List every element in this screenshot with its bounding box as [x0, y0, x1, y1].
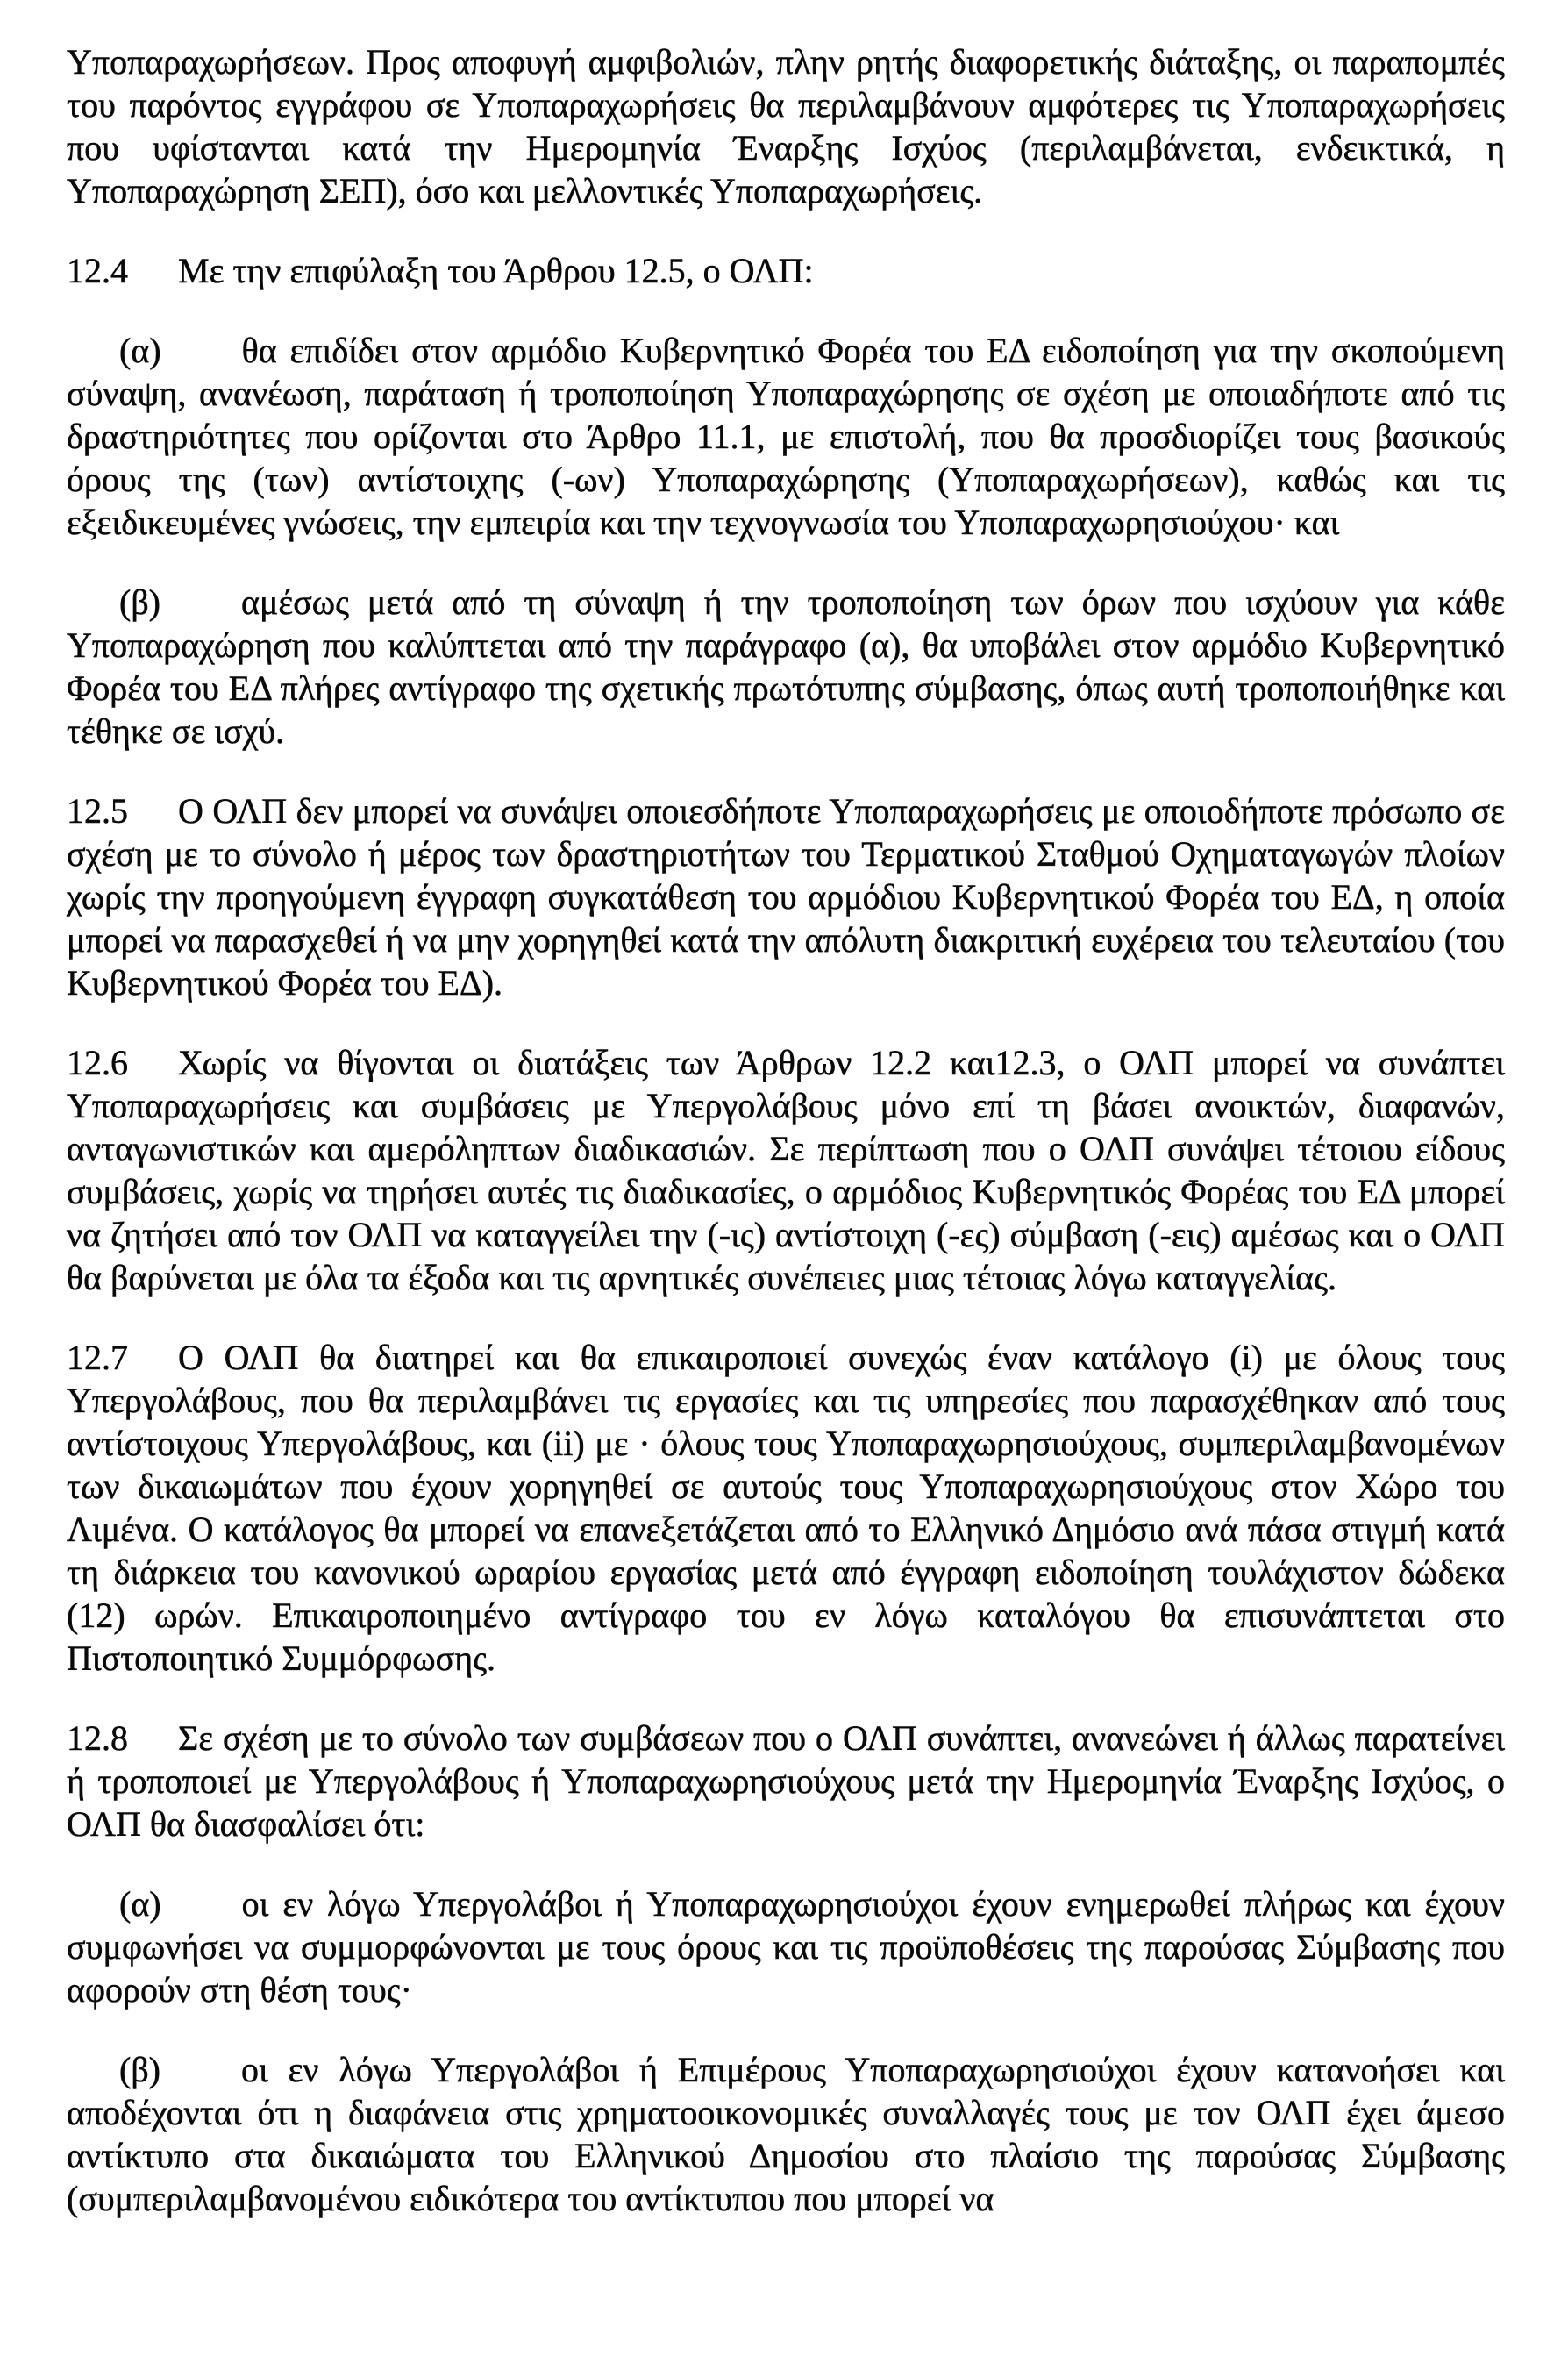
- list-label: (α): [119, 331, 161, 370]
- section-text: Ο ΟΛΠ δεν μπορεί να συνάψει οποιεσδήποτε Υποπαραχωρήσεις με οποιοδήποτε πρόσωπο σε σχέση με το σύνολο ή μέρος των δραστηριοτήτων του Τερματικού Σταθμού Οχηματαγωγών πλοίων χωρίς την προηγούμενη έγγραφη συγκατάθεση του αρμόδιου Κυβερνητικού Φορέα του ΕΔ, η οποία μπορεί να παρασχεθεί ή να μην χορηγηθεί κατά την απόλυτη διακριτική ευχέρεια του τελευταίου (του Κυβερνητικού Φορέα του ΕΔ).: [67, 791, 1505, 1003]
- section-text: Χωρίς να θίγονται οι διατάξεις των Άρθρων 12.2 και12.3, ο ΟΛΠ μπορεί να συνάπτει Υποπαραχωρήσεις και συμβάσεις με Υπεργολάβους μόνο επί τη βάσει ανοικτών, διαφανών, ανταγωνιστικών και αμερόληπτων διαδικασιών. Σε περίπτωση που ο ΟΛΠ συνάψει τέτοιου είδους συμβάσεις, χωρίς να τηρήσει αυτές τις διαδικασίες, ο αρμόδιος Κυβερνητικός Φορέας του ΕΔ μπορεί να ζητήσει από τον ΟΛΠ να καταγγείλει την (-ις) αντίστοιχη (-ες) σύμβαση (-εις) αμέσως και ο ΟΛΠ θα βαρύνεται με όλα τα έξοδα και τις αρνητικές συνέπειες μιας τέτοιας λόγω καταγγελίας.: [67, 1043, 1505, 1297]
- section-text: Με την επιφύλαξη του Άρθρου 12.5, ο ΟΛΠ:: [178, 251, 814, 290]
- section-number: 12.8: [67, 1718, 128, 1758]
- section-text: Ο ΟΛΠ θα διατηρεί και θα επικαιροποιεί συνεχώς έναν κατάλογο (i) με όλους τους Υπεργολάβους, που θα περιλαμβάνει τις εργασίες και τις υπηρεσίες που παρασχέθηκαν από τους αντίστοιχους Υπεργολάβους, και (ii) με · όλους τους Υποπαραχωρησιούχους, συμπεριλαμβανομένων των δικαιωμάτων που έχουν χορηγηθεί σε αυτούς τους Υποπαραχωρησιούχους στον Χώρο του Λιμένα. Ο κατάλογος θα μπορεί να επανεξετάζεται από το Ελληνικό Δημόσιο ανά πάσα στιγμή κατά τη διάρκεια του κανονικού ωραρίου εργασίας μετά από έγγραφη ειδοποίηση τουλάχιστον δώδεκα (12) ωρών. Επικαιροποιημένο αντίγραφο του εν λόγω καταλόγου θα επισυνάπτεται στο Πιστοποιητικό Συμμόρφωσης.: [67, 1338, 1505, 1678]
- list-label: (β): [119, 582, 160, 622]
- section-12-4: [67, 249, 1505, 292]
- section-12-7: [67, 1336, 1505, 1680]
- section-12-4-item-a: [67, 329, 1505, 544]
- list-label: (β): [119, 2050, 160, 2089]
- section-12-6: [67, 1041, 1505, 1299]
- section-number: 12.6: [67, 1043, 128, 1082]
- section-number: 12.5: [67, 791, 128, 831]
- section-12-8-item-a: [67, 1882, 1505, 2011]
- section-number: 12.7: [67, 1338, 128, 1377]
- section-12-5: [67, 789, 1505, 1004]
- section-12-8-item-b: [67, 2048, 1505, 2220]
- paragraph-continuation: Υποπαραχωρήσεων. Προς αποφυγή αμφιβολιών, πλην ρητής διαφορετικής διάταξης, οι παραπομπές του παρόντος εγγράφου σε Υποπαραχωρήσεις θα περιλαμβάνουν αμφότερες τις Υποπαραχωρήσεις που υφίστανται κατά την Ημερομηνία Έναρξης Ισχύος (περιλαμβάνεται, ενδεικτικά, η Υποπαραχώρηση ΣΕΠ), όσο και μελλοντικές Υποπαραχωρήσεις.: [67, 42, 1505, 211]
- section-text: Σε σχέση με το σύνολο των συμβάσεων που ο ΟΛΠ συνάπτει, ανανεώνει ή άλλως παρατείνει ή τροποποιεί με Υπεργολάβους ή Υποπαραχωρησιούχους μετά την Ημερομηνία Έναρξης Ισχύος, ο ΟΛΠ θα διασφαλίσει ότι:: [67, 1718, 1505, 1844]
- section-12-4-item-b: [67, 581, 1505, 753]
- list-item-text: οι εν λόγω Υπεργολάβοι ή Υποπαραχωρησιούχοι έχουν ενημερωθεί πλήρως και έχουν συμφωνήσει να συμμορφώνονται με τους όρους και τις προϋποθέσεις της παρούσας Σύμβασης που αφορούν στη θέση τους·: [67, 1884, 1505, 2010]
- section-number: 12.4: [67, 251, 128, 290]
- list-item-text: θα επιδίδει στον αρμόδιο Κυβερνητικό Φορέα του ΕΔ ειδοποίηση για την σκοπούμενη σύναψη, ανανέωση, παράταση ή τροποποίηση Υποπαραχώρησης σε σχέση με οποιαδήποτε από τις δραστηριότητες που ορίζονται στο Άρθρο 11.1, με επιστολή, που θα προσδιορίζει τους βασικούς όρους της (των) αντίστοιχης (-ων) Υποπαραχώρησης (Υποπαραχωρήσεων), καθώς και τις εξειδικευμένες γνώσεις, την εμπειρία και την τεχνογνωσία του Υποπαραχωρησιούχου· και: [67, 331, 1505, 542]
- list-item-text: οι εν λόγω Υπεργολάβοι ή Επιμέρους Υποπαραχωρησιούχοι έχουν κατανοήσει και αποδέχονται ότι η διαφάνεια στις χρηματοοικονομικές συναλλαγές τους με τον ΟΛΠ έχει άμεσο αντίκτυπο στα δικαιώματα του Ελληνικού Δημοσίου στο πλαίσιο της παρούσας Σύμβασης (συμπεριλαμβανομένου ειδικότερα του αντίκτυπου που μπορεί να: [67, 2050, 1505, 2218]
- list-label: (α): [119, 1884, 161, 1924]
- list-item-text: αμέσως μετά από τη σύναψη ή την τροποποίηση των όρων που ισχύουν για κάθε Υποπαραχώρηση που καλύπτεται από την παράγραφο (α), θα υποβάλει στον αρμόδιο Κυβερνητικό Φορέα του ΕΔ πλήρες αντίγραφο της σχετικής πρωτότυπης σύμβασης, όπως αυτή τροποποιήθηκε και τέθηκε σε ισχύ.: [67, 582, 1505, 751]
- section-12-8: [67, 1717, 1505, 1846]
